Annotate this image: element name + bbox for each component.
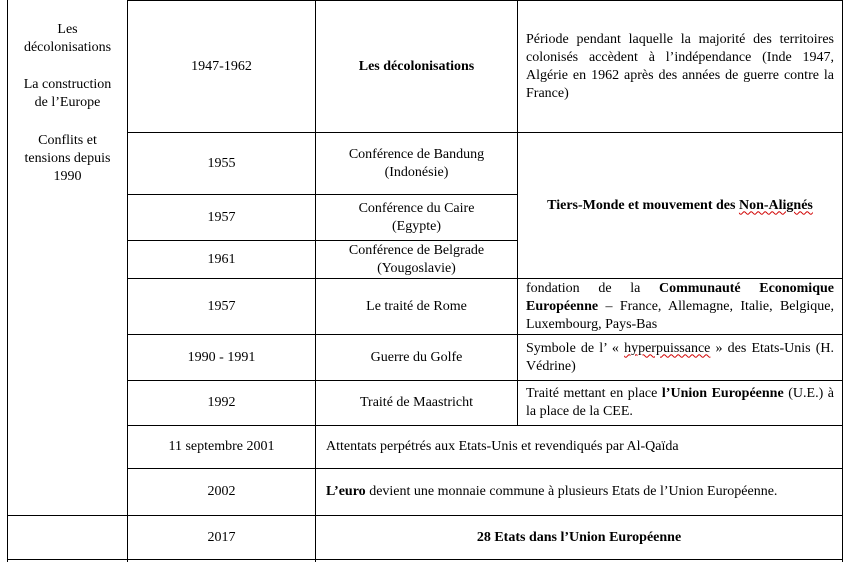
description-cell — [518, 335, 842, 380]
table-border-bottom — [7, 559, 843, 560]
side-text: Conflits et — [38, 133, 97, 148]
date-text: 1955 — [207, 155, 236, 171]
date-text: 1992 — [207, 395, 236, 410]
date-cell — [128, 469, 315, 515]
date-text: 1957 — [207, 209, 236, 225]
event-cell — [316, 241, 517, 278]
date-text: 1990 - 1991 — [187, 349, 256, 365]
description-text: 28 Etats dans l’Union Européenne — [476, 529, 682, 545]
side-text: de l’Europe — [34, 95, 101, 110]
date-text: 11 septembre 2001 — [168, 439, 275, 454]
nonaligned-pre: Tiers-Monde et mouvement des — [547, 197, 739, 213]
side-text: 1990 — [53, 169, 82, 184]
side-text: décolonisations — [23, 40, 112, 55]
description-part: – France, Allemagne, Italie, Belgique, Luxembourg, Pays-Bas — [526, 298, 834, 332]
date-cell — [128, 335, 315, 380]
description-cell-wide — [316, 516, 842, 559]
nonaligned-cell — [518, 133, 842, 278]
side-text: La construction — [23, 77, 112, 92]
event-text: (Egypte) — [392, 218, 441, 234]
event-text: Conférence de Bandung — [348, 146, 485, 162]
date-cell — [128, 1, 315, 132]
table-border-right — [842, 0, 843, 562]
description-part: Traité mettant en place — [526, 386, 662, 401]
nonaligned-word: Non-Alignés — [738, 197, 813, 213]
side-label-conflicts — [8, 131, 127, 187]
description-part: devient une monnaie commune à plusieurs Etats de l’Union Européenne. — [365, 484, 778, 499]
side-label-europe — [8, 75, 127, 113]
description-word: hyperpuissance — [624, 340, 711, 356]
event-text: (Yougoslavie) — [377, 260, 456, 276]
description-part: Symbole de l’ « — [526, 340, 625, 356]
date-cell — [128, 195, 315, 240]
date-text: 2002 — [207, 484, 236, 499]
description-part: (U.E.) à la place de la CEE. — [526, 386, 835, 419]
description-bold: L’euro — [326, 484, 366, 499]
date-text: 2017 — [207, 529, 236, 545]
event-text: (Indonésie) — [384, 164, 449, 180]
event-cell — [316, 381, 517, 425]
description-cell-wide — [316, 469, 842, 515]
side-label-decolonisations — [8, 20, 127, 58]
description-cell — [518, 381, 842, 425]
event-cell — [316, 133, 517, 194]
description-text: Attentats perpétrés aux Etats-Unis et revendiqués par Al-Qaïda — [326, 439, 679, 454]
nonaligned-text — [547, 197, 813, 215]
description-cell — [518, 1, 842, 132]
event-cell — [316, 195, 517, 240]
date-cell — [128, 133, 315, 194]
description-part: » des Etats-Unis (H. Védrine) — [526, 340, 834, 374]
event-cell — [316, 279, 517, 334]
description-text — [526, 280, 834, 334]
date-cell — [128, 381, 315, 425]
date-text: 1947-1962 — [191, 58, 252, 74]
date-text: 1961 — [207, 251, 236, 267]
description-text — [526, 340, 834, 376]
description-cell — [518, 279, 842, 334]
event-text: Les décolonisations — [358, 58, 475, 74]
event-text: Conférence du Caire — [358, 200, 475, 216]
description-cell-wide — [316, 426, 842, 468]
event-text: Le traité de Rome — [366, 298, 467, 314]
event-text: Traité de Maastricht — [359, 395, 473, 410]
description-text — [526, 385, 834, 421]
date-cell — [128, 516, 315, 559]
side-text: Les — [57, 22, 78, 37]
date-cell — [128, 279, 315, 334]
event-text: Conférence de Belgrade — [348, 242, 485, 258]
event-cell — [316, 1, 517, 132]
description-text — [326, 483, 777, 501]
description-part: fondation de la — [526, 280, 659, 296]
date-cell — [128, 241, 315, 278]
description-bold: Communauté Economique Européenne — [526, 280, 834, 314]
date-cell — [128, 426, 315, 468]
description-bold: l’Union Européenne — [661, 386, 784, 401]
date-text: 1957 — [207, 298, 236, 314]
description-text: Période pendant laquelle la majorité des territoires colonisés accèdent à l’indépendance (Inde 1947, Algérie en 1962 après des années de guerre contre la France) — [526, 31, 834, 101]
side-text: tensions depuis — [24, 151, 111, 166]
event-cell — [316, 335, 517, 380]
event-text: Guerre du Golfe — [370, 349, 463, 365]
